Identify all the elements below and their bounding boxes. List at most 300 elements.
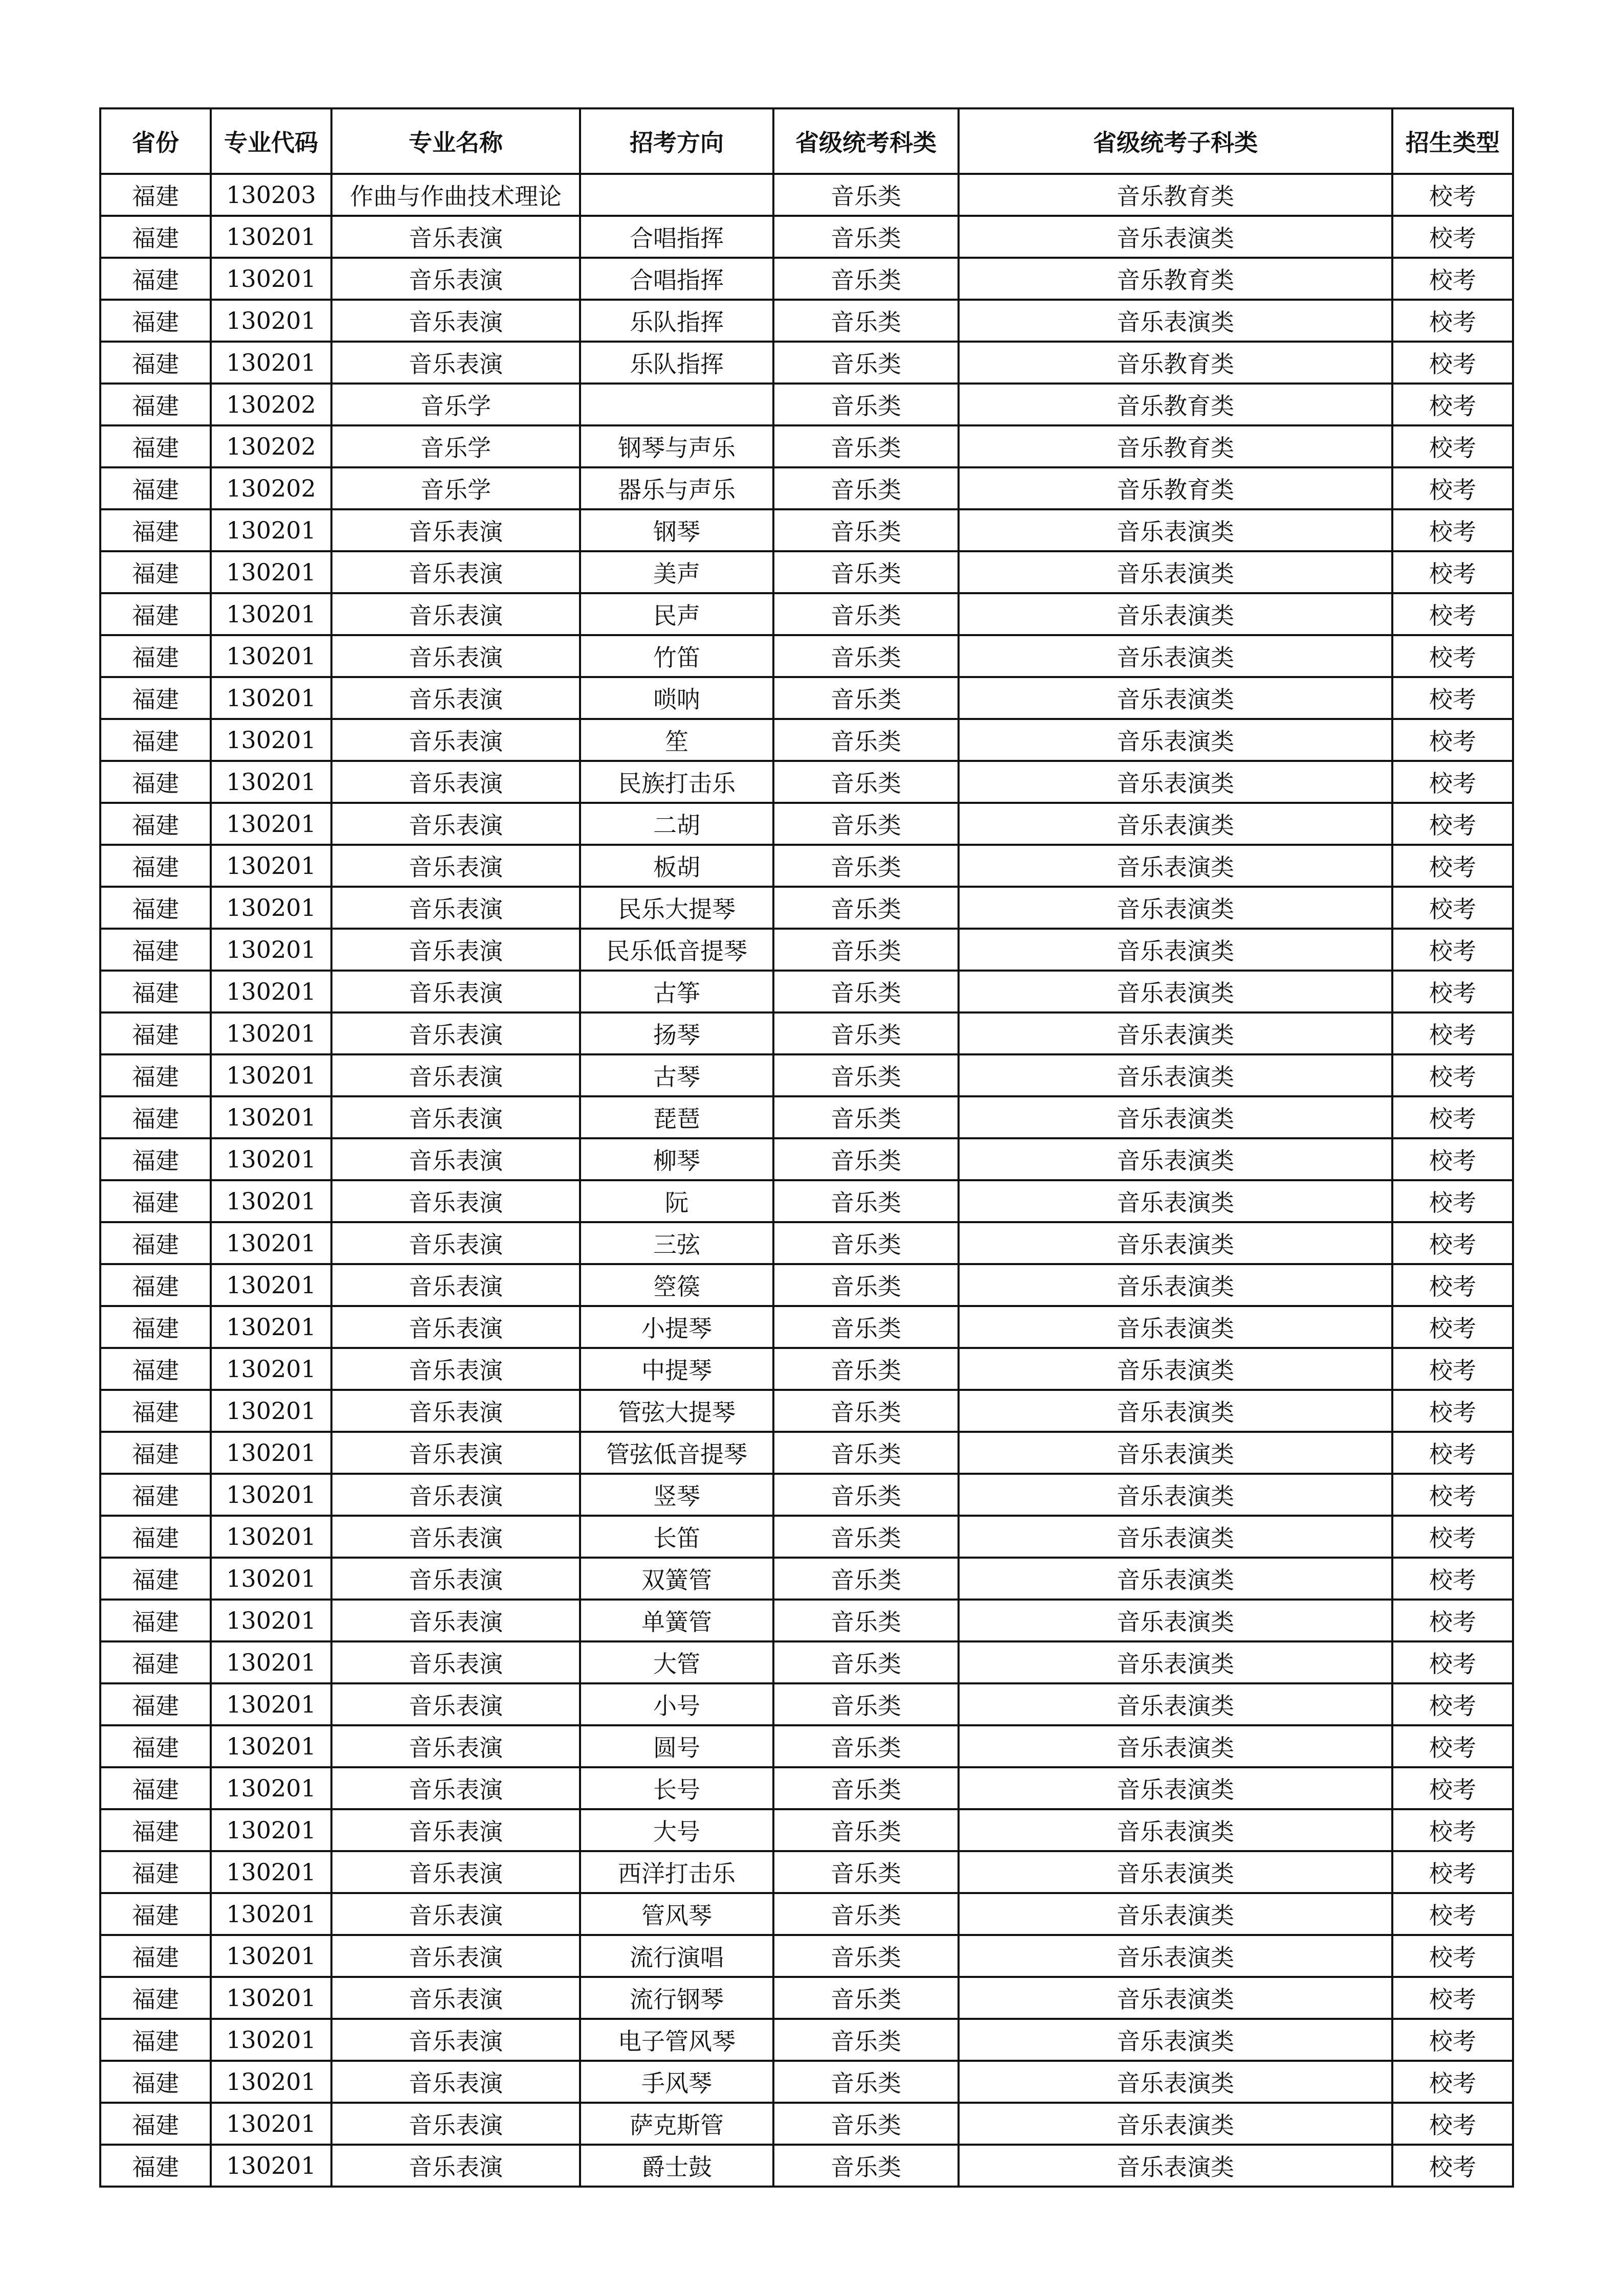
major-code-cell: 130201: [211, 2103, 331, 2145]
major-name-cell: 音乐表演: [331, 593, 580, 635]
category-cell: 音乐类: [773, 719, 959, 761]
province-cell: 福建: [100, 1767, 211, 1809]
exam-direction-cell: 长笛: [580, 1516, 773, 1558]
exam-direction-cell: 大号: [580, 1809, 773, 1851]
subcategory-cell: 音乐表演类: [959, 593, 1392, 635]
major-name-cell: 音乐表演: [331, 2019, 580, 2061]
enrollment-type-cell: 校考: [1392, 2145, 1513, 2187]
major-code-cell: 130201: [211, 1180, 331, 1222]
table-header-row: [100, 108, 1513, 174]
province-cell: 福建: [100, 719, 211, 761]
exam-direction-cell: 古琴: [580, 1054, 773, 1096]
category-cell: 音乐类: [773, 1054, 959, 1096]
subcategory-cell: 音乐教育类: [959, 258, 1392, 300]
exam-direction-cell: 民乐大提琴: [580, 887, 773, 929]
major-code-cell: 130201: [211, 803, 331, 845]
category-cell: 音乐类: [773, 2019, 959, 2061]
category-cell: 音乐类: [773, 2061, 959, 2103]
major-code-cell: 130202: [211, 384, 331, 425]
major-name-cell: 音乐表演: [331, 1390, 580, 1432]
major-name-cell: 音乐表演: [331, 342, 580, 384]
subcategory-cell: 音乐表演类: [959, 1767, 1392, 1809]
major-code-cell: 130201: [211, 635, 331, 677]
subcategory-cell: 音乐表演类: [959, 1851, 1392, 1893]
table-row: [100, 467, 1513, 509]
table-row: [100, 384, 1513, 425]
table-row: [100, 1264, 1513, 1306]
major-code-cell: 130201: [211, 1348, 331, 1390]
subcategory-cell: 音乐表演类: [959, 1096, 1392, 1138]
enrollment-type-cell: 校考: [1392, 1012, 1513, 1054]
exam-direction-cell: 管风琴: [580, 1893, 773, 1935]
subcategory-cell: 音乐表演类: [959, 1809, 1392, 1851]
category-cell: 音乐类: [773, 1767, 959, 1809]
exam-direction-cell: 乐队指挥: [580, 342, 773, 384]
major-name-cell: 音乐表演: [331, 2145, 580, 2187]
table-row: [100, 1054, 1513, 1096]
category-cell: 音乐类: [773, 1977, 959, 2019]
major-code-cell: 130202: [211, 467, 331, 509]
subcategory-cell: 音乐表演类: [959, 971, 1392, 1012]
table-row: [100, 803, 1513, 845]
subcategory-cell: 音乐表演类: [959, 1516, 1392, 1558]
major-name-cell: 音乐表演: [331, 258, 580, 300]
exam-direction-cell: 笙: [580, 719, 773, 761]
major-code-cell: 130201: [211, 1558, 331, 1600]
subcategory-cell: 音乐表演类: [959, 677, 1392, 719]
major-name-cell: 音乐表演: [331, 1767, 580, 1809]
major-name-cell: 音乐学: [331, 467, 580, 509]
major-code-cell: 130201: [211, 342, 331, 384]
major-code-cell: 130201: [211, 1054, 331, 1096]
enrollment-type-cell: 校考: [1392, 1306, 1513, 1348]
province-cell: 福建: [100, 761, 211, 803]
category-cell: 音乐类: [773, 384, 959, 425]
enrollment-type-cell: 校考: [1392, 1683, 1513, 1725]
province-cell: 福建: [100, 551, 211, 593]
category-cell: 音乐类: [773, 509, 959, 551]
admissions-table-container: [99, 107, 1512, 2188]
province-cell: 福建: [100, 2103, 211, 2145]
major-code-cell: 130201: [211, 1725, 331, 1767]
enrollment-type-cell: 校考: [1392, 1851, 1513, 1893]
subcategory-cell: 音乐表演类: [959, 1306, 1392, 1348]
exam-direction-cell: 民乐低音提琴: [580, 929, 773, 971]
enrollment-type-cell: 校考: [1392, 761, 1513, 803]
category-cell: 音乐类: [773, 887, 959, 929]
major-name-cell: 音乐表演: [331, 1348, 580, 1390]
province-cell: 福建: [100, 1222, 211, 1264]
table-row: [100, 2061, 1513, 2103]
table-row: [100, 845, 1513, 887]
category-cell: 音乐类: [773, 1558, 959, 1600]
category-cell: 音乐类: [773, 845, 959, 887]
exam-direction-cell: 管弦大提琴: [580, 1390, 773, 1432]
major-code-cell: 130201: [211, 2061, 331, 2103]
province-cell: 福建: [100, 1096, 211, 1138]
province-cell: 福建: [100, 845, 211, 887]
province-cell: 福建: [100, 1012, 211, 1054]
exam-direction-cell: 电子管风琴: [580, 2019, 773, 2061]
enrollment-type-cell: 校考: [1392, 1977, 1513, 2019]
category-cell: 音乐类: [773, 761, 959, 803]
enrollment-type-cell: 校考: [1392, 342, 1513, 384]
category-cell: 音乐类: [773, 1516, 959, 1558]
enrollment-type-cell: 校考: [1392, 425, 1513, 467]
major-name-cell: 音乐表演: [331, 1222, 580, 1264]
province-cell: 福建: [100, 1893, 211, 1935]
category-cell: 音乐类: [773, 342, 959, 384]
exam-direction-cell: 三弦: [580, 1222, 773, 1264]
major-code-cell: 130201: [211, 1893, 331, 1935]
province-cell: 福建: [100, 342, 211, 384]
major-name-cell: 音乐学: [331, 425, 580, 467]
category-cell: 音乐类: [773, 216, 959, 258]
major-name-cell: 音乐表演: [331, 677, 580, 719]
major-name-cell: 音乐表演: [331, 216, 580, 258]
table-row: [100, 1767, 1513, 1809]
major-name-cell: 音乐表演: [331, 1180, 580, 1222]
enrollment-type-cell: 校考: [1392, 803, 1513, 845]
enrollment-type-cell: 校考: [1392, 1600, 1513, 1641]
table-row: [100, 887, 1513, 929]
exam-direction-cell: 民声: [580, 593, 773, 635]
enrollment-type-cell: 校考: [1392, 258, 1513, 300]
subcategory-cell: 音乐表演类: [959, 216, 1392, 258]
enrollment-type-cell: 校考: [1392, 384, 1513, 425]
major-code-cell: 130201: [211, 551, 331, 593]
subcategory-cell: 音乐表演类: [959, 551, 1392, 593]
enrollment-type-cell: 校考: [1392, 1641, 1513, 1683]
subcategory-cell: 音乐表演类: [959, 2019, 1392, 2061]
subcategory-cell: 音乐表演类: [959, 2145, 1392, 2187]
major-code-cell: 130201: [211, 1851, 331, 1893]
major-code-cell: 130201: [211, 593, 331, 635]
enrollment-type-cell: 校考: [1392, 1054, 1513, 1096]
major-name-cell: 音乐表演: [331, 635, 580, 677]
category-cell: 音乐类: [773, 929, 959, 971]
major-name-cell: 音乐表演: [331, 845, 580, 887]
enrollment-type-cell: 校考: [1392, 1432, 1513, 1474]
major-code-cell: 130201: [211, 1600, 331, 1641]
table-row: [100, 1893, 1513, 1935]
category-cell: 音乐类: [773, 1809, 959, 1851]
subcategory-cell: 音乐表演类: [959, 1893, 1392, 1935]
category-cell: 音乐类: [773, 1725, 959, 1767]
table-row: [100, 635, 1513, 677]
enrollment-type-cell: 校考: [1392, 1809, 1513, 1851]
subcategory-cell: 音乐表演类: [959, 887, 1392, 929]
subcategory-cell: 音乐表演类: [959, 1138, 1392, 1180]
table-row: [100, 677, 1513, 719]
major-code-cell: 130201: [211, 1264, 331, 1306]
major-name-cell: 音乐表演: [331, 1264, 580, 1306]
table-row: [100, 2103, 1513, 2145]
exam-direction-cell: 美声: [580, 551, 773, 593]
exam-direction-cell: 小号: [580, 1683, 773, 1725]
category-cell: 音乐类: [773, 300, 959, 342]
major-code-cell: 130201: [211, 1096, 331, 1138]
table-row: [100, 593, 1513, 635]
enrollment-type-cell: 校考: [1392, 2061, 1513, 2103]
header-provincial-subcategory: 省级统考子科类: [959, 108, 1392, 174]
subcategory-cell: 音乐表演类: [959, 845, 1392, 887]
province-cell: 福建: [100, 509, 211, 551]
table-row: [100, 258, 1513, 300]
province-cell: 福建: [100, 1264, 211, 1306]
enrollment-type-cell: 校考: [1392, 845, 1513, 887]
major-code-cell: 130201: [211, 216, 331, 258]
category-cell: 音乐类: [773, 1432, 959, 1474]
enrollment-type-cell: 校考: [1392, 971, 1513, 1012]
header-enrollment-type: 招生类型: [1392, 108, 1513, 174]
major-code-cell: 130201: [211, 2019, 331, 2061]
subcategory-cell: 音乐表演类: [959, 761, 1392, 803]
table-row: [100, 1096, 1513, 1138]
province-cell: 福建: [100, 1306, 211, 1348]
subcategory-cell: 音乐表演类: [959, 1390, 1392, 1432]
major-code-cell: 130201: [211, 1432, 331, 1474]
exam-direction-cell: 民族打击乐: [580, 761, 773, 803]
subcategory-cell: 音乐表演类: [959, 300, 1392, 342]
exam-direction-cell: 西洋打击乐: [580, 1851, 773, 1893]
province-cell: 福建: [100, 174, 211, 216]
major-code-cell: 130201: [211, 1516, 331, 1558]
exam-direction-cell: 手风琴: [580, 2061, 773, 2103]
table-row: [100, 509, 1513, 551]
exam-direction-cell: 单簧管: [580, 1600, 773, 1641]
table-row: [100, 929, 1513, 971]
major-name-cell: 音乐表演: [331, 551, 580, 593]
major-name-cell: 音乐表演: [331, 2103, 580, 2145]
category-cell: 音乐类: [773, 425, 959, 467]
province-cell: 福建: [100, 300, 211, 342]
province-cell: 福建: [100, 2145, 211, 2187]
exam-direction-cell: 合唱指挥: [580, 216, 773, 258]
category-cell: 音乐类: [773, 1641, 959, 1683]
enrollment-type-cell: 校考: [1392, 300, 1513, 342]
subcategory-cell: 音乐表演类: [959, 2061, 1392, 2103]
exam-direction-cell: 箜篌: [580, 1264, 773, 1306]
header-major-name: 专业名称: [331, 108, 580, 174]
table-row: [100, 216, 1513, 258]
table-row: [100, 1600, 1513, 1641]
header-major-code: 专业代码: [211, 108, 331, 174]
table-row: [100, 342, 1513, 384]
enrollment-type-cell: 校考: [1392, 1935, 1513, 1977]
major-name-cell: 音乐表演: [331, 1683, 580, 1725]
major-code-cell: 130201: [211, 719, 331, 761]
enrollment-type-cell: 校考: [1392, 1222, 1513, 1264]
table-row: [100, 1432, 1513, 1474]
subcategory-cell: 音乐表演类: [959, 1935, 1392, 1977]
exam-direction-cell: 流行演唱: [580, 1935, 773, 1977]
major-code-cell: 130201: [211, 1222, 331, 1264]
table-row: [100, 1516, 1513, 1558]
subcategory-cell: 音乐教育类: [959, 467, 1392, 509]
province-cell: 福建: [100, 1641, 211, 1683]
enrollment-type-cell: 校考: [1392, 1893, 1513, 1935]
exam-direction-cell: 器乐与声乐: [580, 467, 773, 509]
category-cell: 音乐类: [773, 1348, 959, 1390]
table-row: [100, 1222, 1513, 1264]
subcategory-cell: 音乐教育类: [959, 174, 1392, 216]
table-row: [100, 300, 1513, 342]
major-name-cell: 音乐表演: [331, 1977, 580, 2019]
enrollment-type-cell: 校考: [1392, 467, 1513, 509]
enrollment-type-cell: 校考: [1392, 677, 1513, 719]
province-cell: 福建: [100, 887, 211, 929]
province-cell: 福建: [100, 216, 211, 258]
exam-direction-cell: 合唱指挥: [580, 258, 773, 300]
exam-direction-cell: 琵琶: [580, 1096, 773, 1138]
table-row: [100, 1809, 1513, 1851]
enrollment-type-cell: 校考: [1392, 216, 1513, 258]
exam-direction-cell: 柳琴: [580, 1138, 773, 1180]
enrollment-type-cell: 校考: [1392, 1558, 1513, 1600]
province-cell: 福建: [100, 1138, 211, 1180]
major-name-cell: 音乐表演: [331, 719, 580, 761]
category-cell: 音乐类: [773, 1893, 959, 1935]
enrollment-type-cell: 校考: [1392, 1767, 1513, 1809]
major-name-cell: 音乐表演: [331, 1725, 580, 1767]
province-cell: 福建: [100, 1474, 211, 1516]
province-cell: 福建: [100, 1600, 211, 1641]
province-cell: 福建: [100, 1516, 211, 1558]
category-cell: 音乐类: [773, 467, 959, 509]
exam-direction-cell: [580, 174, 773, 216]
major-name-cell: 音乐表演: [331, 1138, 580, 1180]
major-name-cell: 音乐表演: [331, 1474, 580, 1516]
major-code-cell: 130201: [211, 1306, 331, 1348]
exam-direction-cell: 中提琴: [580, 1348, 773, 1390]
table-row: [100, 2019, 1513, 2061]
header-exam-direction: 招考方向: [580, 108, 773, 174]
province-cell: 福建: [100, 258, 211, 300]
province-cell: 福建: [100, 635, 211, 677]
category-cell: 音乐类: [773, 1012, 959, 1054]
province-cell: 福建: [100, 1432, 211, 1474]
table-row: [100, 425, 1513, 467]
subcategory-cell: 音乐表演类: [959, 509, 1392, 551]
category-cell: 音乐类: [773, 174, 959, 216]
major-code-cell: 130201: [211, 677, 331, 719]
major-code-cell: 130201: [211, 2145, 331, 2187]
major-name-cell: 音乐表演: [331, 1600, 580, 1641]
subcategory-cell: 音乐表演类: [959, 803, 1392, 845]
exam-direction-cell: 二胡: [580, 803, 773, 845]
province-cell: 福建: [100, 425, 211, 467]
enrollment-type-cell: 校考: [1392, 1725, 1513, 1767]
exam-direction-cell: 流行钢琴: [580, 1977, 773, 2019]
subcategory-cell: 音乐表演类: [959, 2103, 1392, 2145]
exam-direction-cell: 长号: [580, 1767, 773, 1809]
major-code-cell: 130202: [211, 425, 331, 467]
admissions-table: [99, 107, 1514, 2188]
table-row: [100, 1012, 1513, 1054]
province-cell: 福建: [100, 1935, 211, 1977]
subcategory-cell: 音乐表演类: [959, 1474, 1392, 1516]
major-name-cell: 音乐表演: [331, 971, 580, 1012]
major-name-cell: 音乐学: [331, 384, 580, 425]
province-cell: 福建: [100, 1725, 211, 1767]
table-row: [100, 1180, 1513, 1222]
province-cell: 福建: [100, 1180, 211, 1222]
major-code-cell: 130201: [211, 1935, 331, 1977]
enrollment-type-cell: 校考: [1392, 174, 1513, 216]
exam-direction-cell: 小提琴: [580, 1306, 773, 1348]
category-cell: 音乐类: [773, 593, 959, 635]
exam-direction-cell: 阮: [580, 1180, 773, 1222]
subcategory-cell: 音乐表演类: [959, 1012, 1392, 1054]
major-name-cell: 音乐表演: [331, 1012, 580, 1054]
category-cell: 音乐类: [773, 635, 959, 677]
enrollment-type-cell: 校考: [1392, 1474, 1513, 1516]
major-name-cell: 音乐表演: [331, 1935, 580, 1977]
province-cell: 福建: [100, 929, 211, 971]
major-name-cell: 音乐表演: [331, 1641, 580, 1683]
category-cell: 音乐类: [773, 1683, 959, 1725]
table-row: [100, 1306, 1513, 1348]
exam-direction-cell: 竖琴: [580, 1474, 773, 1516]
province-cell: 福建: [100, 1558, 211, 1600]
major-code-cell: 130201: [211, 845, 331, 887]
major-name-cell: 音乐表演: [331, 300, 580, 342]
header-province: 省份: [100, 108, 211, 174]
table-row: [100, 761, 1513, 803]
category-cell: 音乐类: [773, 2103, 959, 2145]
table-row: [100, 1348, 1513, 1390]
major-code-cell: 130201: [211, 887, 331, 929]
major-code-cell: 130201: [211, 1641, 331, 1683]
subcategory-cell: 音乐表演类: [959, 1222, 1392, 1264]
major-name-cell: 音乐表演: [331, 1809, 580, 1851]
subcategory-cell: 音乐表演类: [959, 1683, 1392, 1725]
province-cell: 福建: [100, 1683, 211, 1725]
table-row: [100, 1558, 1513, 1600]
exam-direction-cell: 乐队指挥: [580, 300, 773, 342]
table-row: [100, 1138, 1513, 1180]
province-cell: 福建: [100, 2061, 211, 2103]
subcategory-cell: 音乐表演类: [959, 1641, 1392, 1683]
province-cell: 福建: [100, 2019, 211, 2061]
province-cell: 福建: [100, 1348, 211, 1390]
subcategory-cell: 音乐表演类: [959, 1977, 1392, 2019]
exam-direction-cell: 唢呐: [580, 677, 773, 719]
table-row: [100, 174, 1513, 216]
major-code-cell: 130201: [211, 1390, 331, 1432]
category-cell: 音乐类: [773, 803, 959, 845]
province-cell: 福建: [100, 593, 211, 635]
major-name-cell: 音乐表演: [331, 2061, 580, 2103]
major-code-cell: 130201: [211, 761, 331, 803]
enrollment-type-cell: 校考: [1392, 593, 1513, 635]
major-code-cell: 130201: [211, 1138, 331, 1180]
subcategory-cell: 音乐教育类: [959, 384, 1392, 425]
subcategory-cell: 音乐表演类: [959, 1180, 1392, 1222]
major-name-cell: 音乐表演: [331, 761, 580, 803]
enrollment-type-cell: 校考: [1392, 887, 1513, 929]
major-name-cell: 音乐表演: [331, 887, 580, 929]
major-code-cell: 130203: [211, 174, 331, 216]
major-name-cell: 音乐表演: [331, 509, 580, 551]
enrollment-type-cell: 校考: [1392, 509, 1513, 551]
table-row: [100, 1977, 1513, 2019]
major-code-cell: 130201: [211, 1977, 331, 2019]
major-name-cell: 音乐表演: [331, 1096, 580, 1138]
category-cell: 音乐类: [773, 1935, 959, 1977]
major-name-cell: 音乐表演: [331, 1558, 580, 1600]
